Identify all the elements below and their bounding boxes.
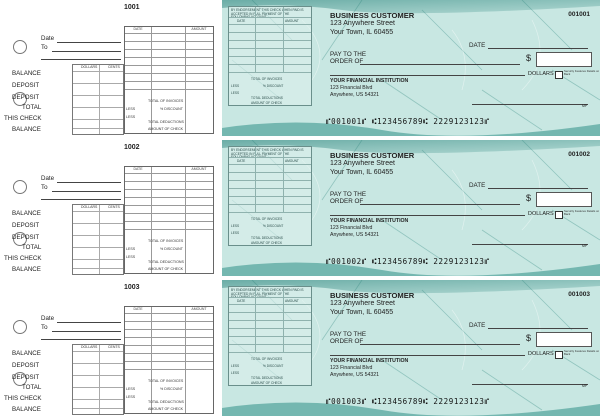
voucher-header: BY ENDORSEMENT THIS CHECK WHEN PAID IS ACCEPTED IN FULL PAYMENT OF THE FOLLOWING ACCOUNT — [231, 288, 304, 300]
check-date-label: DATE — [469, 322, 486, 329]
mp-label: MP — [582, 244, 588, 248]
stub-amount-of-check-label: AMOUNT OF CHECK — [148, 127, 184, 131]
stub-total-deductions-label: TOTAL DEDUCTIONS — [148, 120, 184, 124]
business-name: BUSINESS CUSTOMER — [330, 151, 415, 160]
pay-to-label: PAY TO THE — [330, 191, 367, 198]
dollar-sign: $ — [526, 53, 532, 63]
security-note: Security Features Details on Back — [564, 69, 600, 76]
stub-balance-label: BALANCE — [12, 70, 41, 77]
padlock-icon — [555, 71, 563, 79]
voucher-total-invoices-label: TOTAL OF INVOICES — [251, 217, 283, 221]
payee-line[interactable] — [360, 344, 520, 345]
bank-street: 123 Financial Blvd — [330, 365, 373, 371]
order-of-label: ORDER OF — [330, 58, 364, 65]
business-street: 123 Anywhere Street — [330, 160, 395, 167]
stub-deposit-label: DEPOSIT — [12, 82, 40, 89]
stub-total-label: TOTAL — [22, 384, 42, 391]
stub-date-line[interactable] — [57, 42, 121, 43]
stub-deposit-label: DEPOSIT — [12, 374, 40, 381]
pay-to-label: PAY TO THE — [330, 331, 367, 338]
voucher-less-label: LESS — [231, 84, 240, 88]
stub-total-invoices-label: TOTAL OF INVOICES — [148, 239, 184, 243]
voucher-discount-label: % DISCOUNT — [263, 224, 284, 228]
payee-line[interactable] — [360, 204, 520, 205]
voucher-header: BY ENDORSEMENT THIS CHECK WHEN PAID IS ACCEPTED IN FULL PAYMENT OF THE FOLLOWING ACCOUNT — [231, 148, 304, 160]
order-of-label: ORDER OF — [330, 338, 364, 345]
bank-name: YOUR FINANCIAL INSTITUTION — [330, 358, 409, 364]
check-number: 001001 — [568, 11, 590, 18]
pay-to-label: PAY TO THE — [330, 51, 367, 58]
stub-balance-label: BALANCE — [12, 406, 41, 413]
check-date-line[interactable] — [488, 328, 588, 329]
voucher-header: BY ENDORSEMENT THIS CHECK WHEN PAID IS ACCEPTED IN FULL PAYMENT OF THE FOLLOWING ACCOUNT — [231, 8, 304, 20]
micr-line: ⑈001003⑈ ⑆123456789⑆ 2229123123⑈ — [326, 397, 490, 406]
stub-total-deductions-label: TOTAL DEDUCTIONS — [148, 400, 184, 404]
check-date-line[interactable] — [488, 188, 588, 189]
business-street: 123 Anywhere Street — [330, 20, 395, 27]
business-name: BUSINESS CUSTOMER — [330, 11, 415, 20]
stub-date-line[interactable] — [57, 182, 121, 183]
stub-date-label: Date — [41, 175, 55, 182]
voucher-less-label: LESS — [231, 371, 240, 375]
voucher-discount-label: % DISCOUNT — [263, 84, 284, 88]
stub-less-label: LESS — [126, 387, 136, 391]
stub-to-label: To — [41, 184, 48, 191]
check-row — [0, 140, 600, 276]
business-city: Your Town, IL 60455 — [330, 309, 394, 316]
stub-total-label: TOTAL — [22, 244, 42, 251]
stub-discount-label: % DISCOUNT — [160, 107, 183, 111]
stub-amount-of-check-label: AMOUNT OF CHECK — [148, 407, 184, 411]
stub-balance-label: BALANCE — [12, 266, 41, 273]
check-date-line[interactable] — [488, 48, 588, 49]
stub-balance-label: BALANCE — [12, 350, 41, 357]
amount-words-line[interactable] — [330, 75, 525, 76]
bank-name: YOUR FINANCIAL INSTITUTION — [330, 218, 409, 224]
stub-number: 1003 — [124, 284, 140, 291]
bank-street: 123 Financial Blvd — [330, 225, 373, 231]
stub-this-check-label: THIS CHECK — [4, 255, 42, 262]
voucher-amount-label: AMOUNT — [285, 19, 299, 23]
stub-to-line[interactable] — [52, 331, 121, 332]
stub-invoice-grid: DATE AMOUNT — [124, 306, 214, 414]
security-note: Security Features Details on Back — [564, 209, 600, 216]
stub-dollars-label: DOLLARS — [81, 345, 98, 349]
stub-deposit-label: DEPOSIT — [12, 362, 40, 369]
dollar-sign: $ — [526, 333, 532, 343]
padlock-icon — [555, 211, 563, 219]
security-note: Security Features Details on Back — [564, 349, 600, 356]
binder-hole-icon — [13, 320, 27, 334]
signature-line[interactable] — [472, 104, 588, 105]
stub-cents-label: CENTS — [108, 205, 120, 209]
check-row — [0, 280, 600, 416]
voucher-box — [228, 146, 312, 246]
stub-deposit-label: DEPOSIT — [12, 234, 40, 241]
stub-deposit-label: DEPOSIT — [12, 94, 40, 101]
check-date-label: DATE — [469, 182, 486, 189]
stub-less-label: LESS — [126, 395, 136, 399]
voucher-total-invoices-label: TOTAL OF INVOICES — [251, 77, 283, 81]
voucher-date-label: DATE — [237, 19, 246, 23]
amount-box[interactable] — [536, 192, 592, 207]
voucher-amount-of-check-label: AMOUNT OF CHECK — [251, 381, 283, 385]
stub-to-label: To — [41, 44, 48, 51]
voucher-total-invoices-label: TOTAL OF INVOICES — [251, 357, 283, 361]
stub-number: 1002 — [124, 144, 140, 151]
voucher-discount-label: % DISCOUNT — [263, 364, 284, 368]
dollars-label: DOLLARS — [528, 71, 554, 77]
padlock-icon — [555, 351, 563, 359]
stub-to-line[interactable] — [52, 51, 121, 52]
amount-box[interactable] — [536, 52, 592, 67]
bank-name: YOUR FINANCIAL INSTITUTION — [330, 78, 409, 84]
voucher-amount-label: AMOUNT — [285, 299, 299, 303]
stub-balance-label: BALANCE — [12, 210, 41, 217]
stub-ledger-box — [72, 64, 124, 135]
voucher-total-deductions-label: TOTAL DEDUCTIONS — [251, 376, 283, 380]
stub-less-label: LESS — [126, 107, 136, 111]
voucher-amount-label: AMOUNT — [285, 159, 299, 163]
stub-memo-line[interactable] — [41, 199, 121, 200]
check-stub — [0, 140, 216, 276]
stub-cents-label: CENTS — [108, 345, 120, 349]
payee-line[interactable] — [360, 64, 520, 65]
stub-total-label: TOTAL — [22, 104, 42, 111]
stub-discount-label: % DISCOUNT — [160, 247, 183, 251]
check — [222, 0, 600, 136]
bank-city: Anywhere, US 54321 — [330, 232, 380, 238]
business-city: Your Town, IL 60455 — [330, 29, 394, 36]
stub-memo-line[interactable] — [41, 59, 121, 60]
stub-to-line[interactable] — [52, 191, 121, 192]
dollars-label: DOLLARS — [528, 211, 554, 217]
dollars-label: DOLLARS — [528, 351, 554, 357]
business-city: Your Town, IL 60455 — [330, 169, 394, 176]
stub-date-line[interactable] — [57, 322, 121, 323]
check-number: 001003 — [568, 291, 590, 298]
check — [222, 280, 600, 416]
voucher-total-deductions-label: TOTAL DEDUCTIONS — [251, 96, 283, 100]
signature-line[interactable] — [472, 384, 588, 385]
stub-total-invoices-label: TOTAL OF INVOICES — [148, 379, 184, 383]
micr-line: ⑈001001⑈ ⑆123456789⑆ 2229123123⑈ — [326, 117, 490, 126]
amount-words-line[interactable] — [330, 215, 525, 216]
voucher-box — [228, 286, 312, 386]
stub-invoice-grid: DATE AMOUNT — [124, 26, 214, 134]
mp-label: MP — [582, 104, 588, 108]
bank-city: Anywhere, US 54321 — [330, 372, 380, 378]
business-name: BUSINESS CUSTOMER — [330, 291, 415, 300]
stub-total-deductions-label: TOTAL DEDUCTIONS — [148, 260, 184, 264]
amount-words-line[interactable] — [330, 355, 525, 356]
check — [222, 140, 600, 276]
voucher-less-label: LESS — [231, 364, 240, 368]
check-date-label: DATE — [469, 42, 486, 49]
voucher-date-label: DATE — [237, 299, 246, 303]
bank-city: Anywhere, US 54321 — [330, 92, 380, 98]
business-street: 123 Anywhere Street — [330, 300, 395, 307]
stub-this-check-label: THIS CHECK — [4, 115, 42, 122]
signature-line[interactable] — [472, 244, 588, 245]
stub-ledger-box — [72, 344, 124, 415]
stub-discount-label: % DISCOUNT — [160, 387, 183, 391]
stub-dollars-label: DOLLARS — [81, 65, 98, 69]
stub-balance-label: BALANCE — [12, 126, 41, 133]
voucher-amount-of-check-label: AMOUNT OF CHECK — [251, 241, 283, 245]
stub-ledger-box — [72, 204, 124, 275]
stub-cents-label: CENTS — [108, 65, 120, 69]
stub-this-check-label: THIS CHECK — [4, 395, 42, 402]
micr-line: ⑈001002⑈ ⑆123456789⑆ 2229123123⑈ — [326, 257, 490, 266]
voucher-box — [228, 6, 312, 106]
stub-dollars-label: DOLLARS — [81, 205, 98, 209]
check-stub — [0, 0, 216, 136]
binder-hole-icon — [13, 180, 27, 194]
stub-to-label: To — [41, 324, 48, 331]
stub-deposit-label: DEPOSIT — [12, 222, 40, 229]
stub-less-label: LESS — [126, 247, 136, 251]
stub-date-label: Date — [41, 35, 55, 42]
stub-date-label: Date — [41, 315, 55, 322]
check-row — [0, 0, 600, 136]
order-of-label: ORDER OF — [330, 198, 364, 205]
stub-total-invoices-label: TOTAL OF INVOICES — [148, 99, 184, 103]
stub-less-label: LESS — [126, 255, 136, 259]
dollar-sign: $ — [526, 193, 532, 203]
binder-hole-icon — [13, 40, 27, 54]
bank-street: 123 Financial Blvd — [330, 85, 373, 91]
voucher-date-label: DATE — [237, 159, 246, 163]
stub-less-label: LESS — [126, 115, 136, 119]
stub-number: 1001 — [124, 4, 140, 11]
voucher-less-label: LESS — [231, 91, 240, 95]
check-number: 001002 — [568, 151, 590, 158]
voucher-amount-of-check-label: AMOUNT OF CHECK — [251, 101, 283, 105]
stub-amount-of-check-label: AMOUNT OF CHECK — [148, 267, 184, 271]
check-stub — [0, 280, 216, 416]
stub-memo-line[interactable] — [41, 339, 121, 340]
voucher-total-deductions-label: TOTAL DEDUCTIONS — [251, 236, 283, 240]
amount-box[interactable] — [536, 332, 592, 347]
voucher-less-label: LESS — [231, 224, 240, 228]
stub-invoice-grid: DATE AMOUNT — [124, 166, 214, 274]
voucher-less-label: LESS — [231, 231, 240, 235]
mp-label: MP — [582, 384, 588, 388]
